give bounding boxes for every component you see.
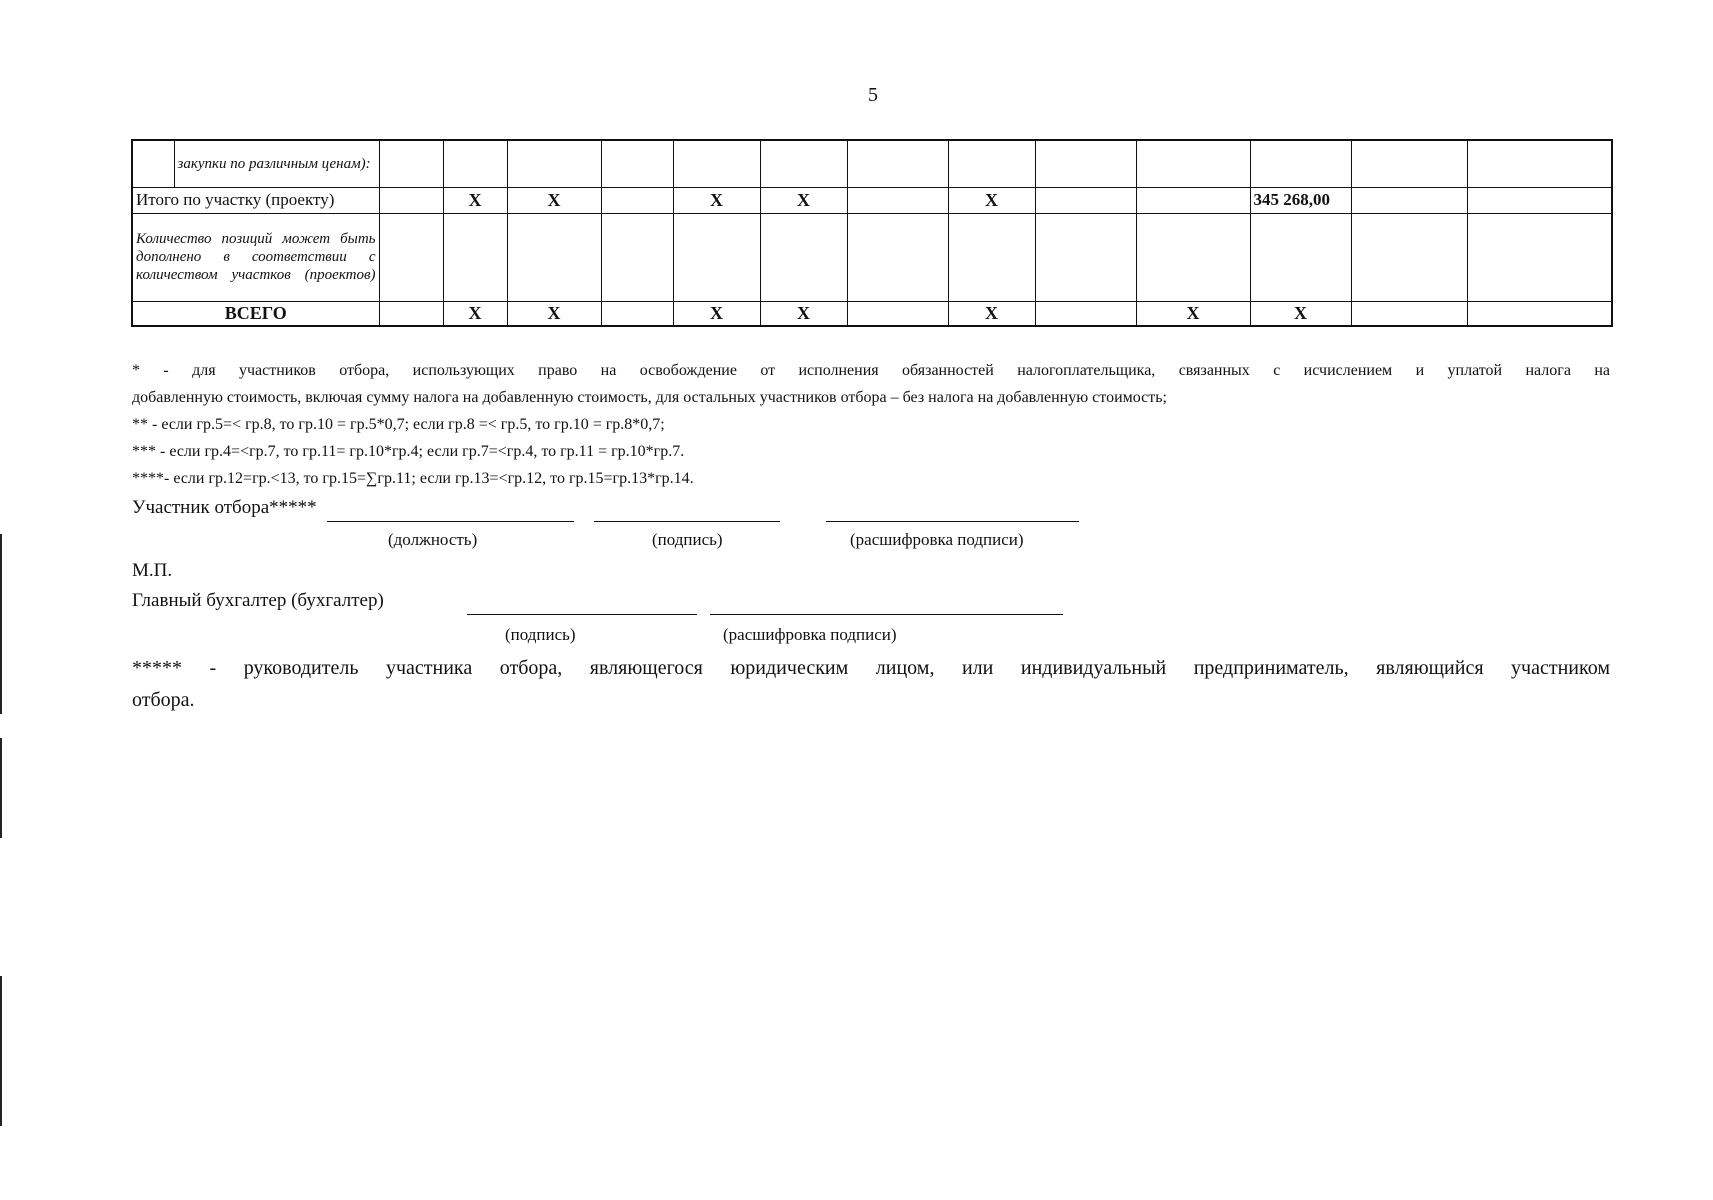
participant-label: Участник отбора***** [132, 497, 317, 518]
table-cell [1351, 301, 1467, 326]
scan-edge-mark [0, 976, 2, 1126]
accountant-signature-line [467, 614, 697, 615]
footnote-line-1: ***** - руководитель участника отбора, являющегося юридическим лицом, или индивидуальный предприниматель, являющийся участником [132, 657, 1610, 679]
accountant-decoding-caption: (расшифровка подписи) [723, 625, 897, 644]
table-cell [443, 213, 507, 301]
table-cell [673, 140, 760, 187]
note-vat-line-1: * - для участников отбора, использующих право на освобождение от исполнения обязанностей налогоплательщика, связанных с исчислением и уплатой налога на [132, 362, 1610, 379]
table-cell: X [507, 301, 601, 326]
notes-block [132, 357, 1610, 492]
table-cell: X [443, 301, 507, 326]
table-cell [1136, 213, 1250, 301]
table-cell [760, 140, 847, 187]
table-cell [1136, 140, 1250, 187]
table-cell [1035, 187, 1136, 213]
table-cell [379, 187, 443, 213]
stamp-label: М.П. [132, 560, 173, 581]
table-cell: X [673, 187, 760, 213]
accountant-decoding-line [710, 614, 1063, 615]
table-cell [847, 140, 948, 187]
table-cell [760, 213, 847, 301]
table-cell: X [507, 187, 601, 213]
table-cell [948, 140, 1035, 187]
table-cell: X [948, 187, 1035, 213]
positions-note: Количество позиций может быть дополнено в соответствии с количеством участков (проектов) [132, 213, 379, 301]
table-cell [132, 140, 174, 187]
table-cell [379, 213, 443, 301]
table-cell [1250, 213, 1351, 301]
table-cell: X [443, 187, 507, 213]
table-cell [507, 140, 601, 187]
table-cell [1467, 140, 1612, 187]
table-cell: X [760, 301, 847, 326]
note-formula-2: ** - если гр.5=< гр.8, то гр.10 = гр.5*0,7; если гр.8 =< гр.5, то гр.10 = гр.8*0,7; [132, 416, 665, 433]
table-cell [1467, 301, 1612, 326]
scan-edge-mark [0, 534, 2, 714]
table-cell [1351, 187, 1467, 213]
table-cell [379, 301, 443, 326]
footnote-line-2: отбора. [132, 689, 195, 711]
table-cell [601, 301, 673, 326]
table-row-total [132, 187, 1612, 213]
table-cell [443, 140, 507, 187]
table-row-note [132, 213, 1612, 301]
table-cell [948, 213, 1035, 301]
table-cell [847, 187, 948, 213]
table-cell [601, 187, 673, 213]
table-cell [1035, 140, 1136, 187]
table-cell [1035, 213, 1136, 301]
table-cell [507, 213, 601, 301]
scan-edge-mark [0, 738, 2, 838]
table-cell [1035, 301, 1136, 326]
grand-total-label: ВСЕГО [132, 301, 379, 326]
head-footnote [132, 652, 1610, 716]
total-label: Итого по участку (проекту) [132, 187, 379, 213]
decoding-caption: (расшифровка подписи) [850, 530, 1024, 549]
note-formula-3: *** - если гр.4=<гр.7, то гр.11= гр.10*гр.4; если гр.7=<гр.4, то гр.11 = гр.10*гр.7. [132, 443, 685, 460]
table-cell [601, 140, 673, 187]
table-cell [1467, 213, 1612, 301]
accountant-label: Главный бухгалтер (бухгалтер) [132, 590, 384, 611]
table-row-grand-total [132, 301, 1612, 326]
table-cell: X [760, 187, 847, 213]
accountant-signature-caption: (подпись) [505, 625, 576, 644]
table-cell [379, 140, 443, 187]
table-cell [847, 213, 948, 301]
signature-line [594, 521, 780, 522]
table-cell [1250, 140, 1351, 187]
summary-table [131, 139, 1613, 327]
position-caption: (должность) [388, 530, 478, 549]
note-vat-line-2: добавленную стоимость, включая сумму налога на добавленную стоимость, для остальных участников отбора – без налога на добавленную стоимость; [132, 389, 1167, 406]
table-cell [1351, 140, 1467, 187]
table-cell: X [948, 301, 1035, 326]
table-cell: X [673, 301, 760, 326]
purchases-label: закупки по различным ценам): [174, 140, 379, 187]
table-cell [1467, 187, 1612, 213]
signature-caption: (подпись) [652, 530, 723, 549]
table-cell [847, 301, 948, 326]
note-formula-4: ****- если гр.12=гр.<13, то гр.15=∑гр.11; если гр.13=<гр.12, то гр.15=гр.13*гр.14. [132, 470, 694, 487]
table-cell [1136, 187, 1250, 213]
table-cell [1351, 213, 1467, 301]
total-amount: 345 268,00 [1250, 187, 1351, 213]
table-cell [601, 213, 673, 301]
position-line [327, 521, 574, 522]
table-cell: X [1136, 301, 1250, 326]
table-cell: X [1250, 301, 1351, 326]
decoding-line [826, 521, 1079, 522]
page-number: 5 [868, 84, 878, 106]
table-row-purchases [132, 140, 1612, 187]
table-cell [673, 213, 760, 301]
